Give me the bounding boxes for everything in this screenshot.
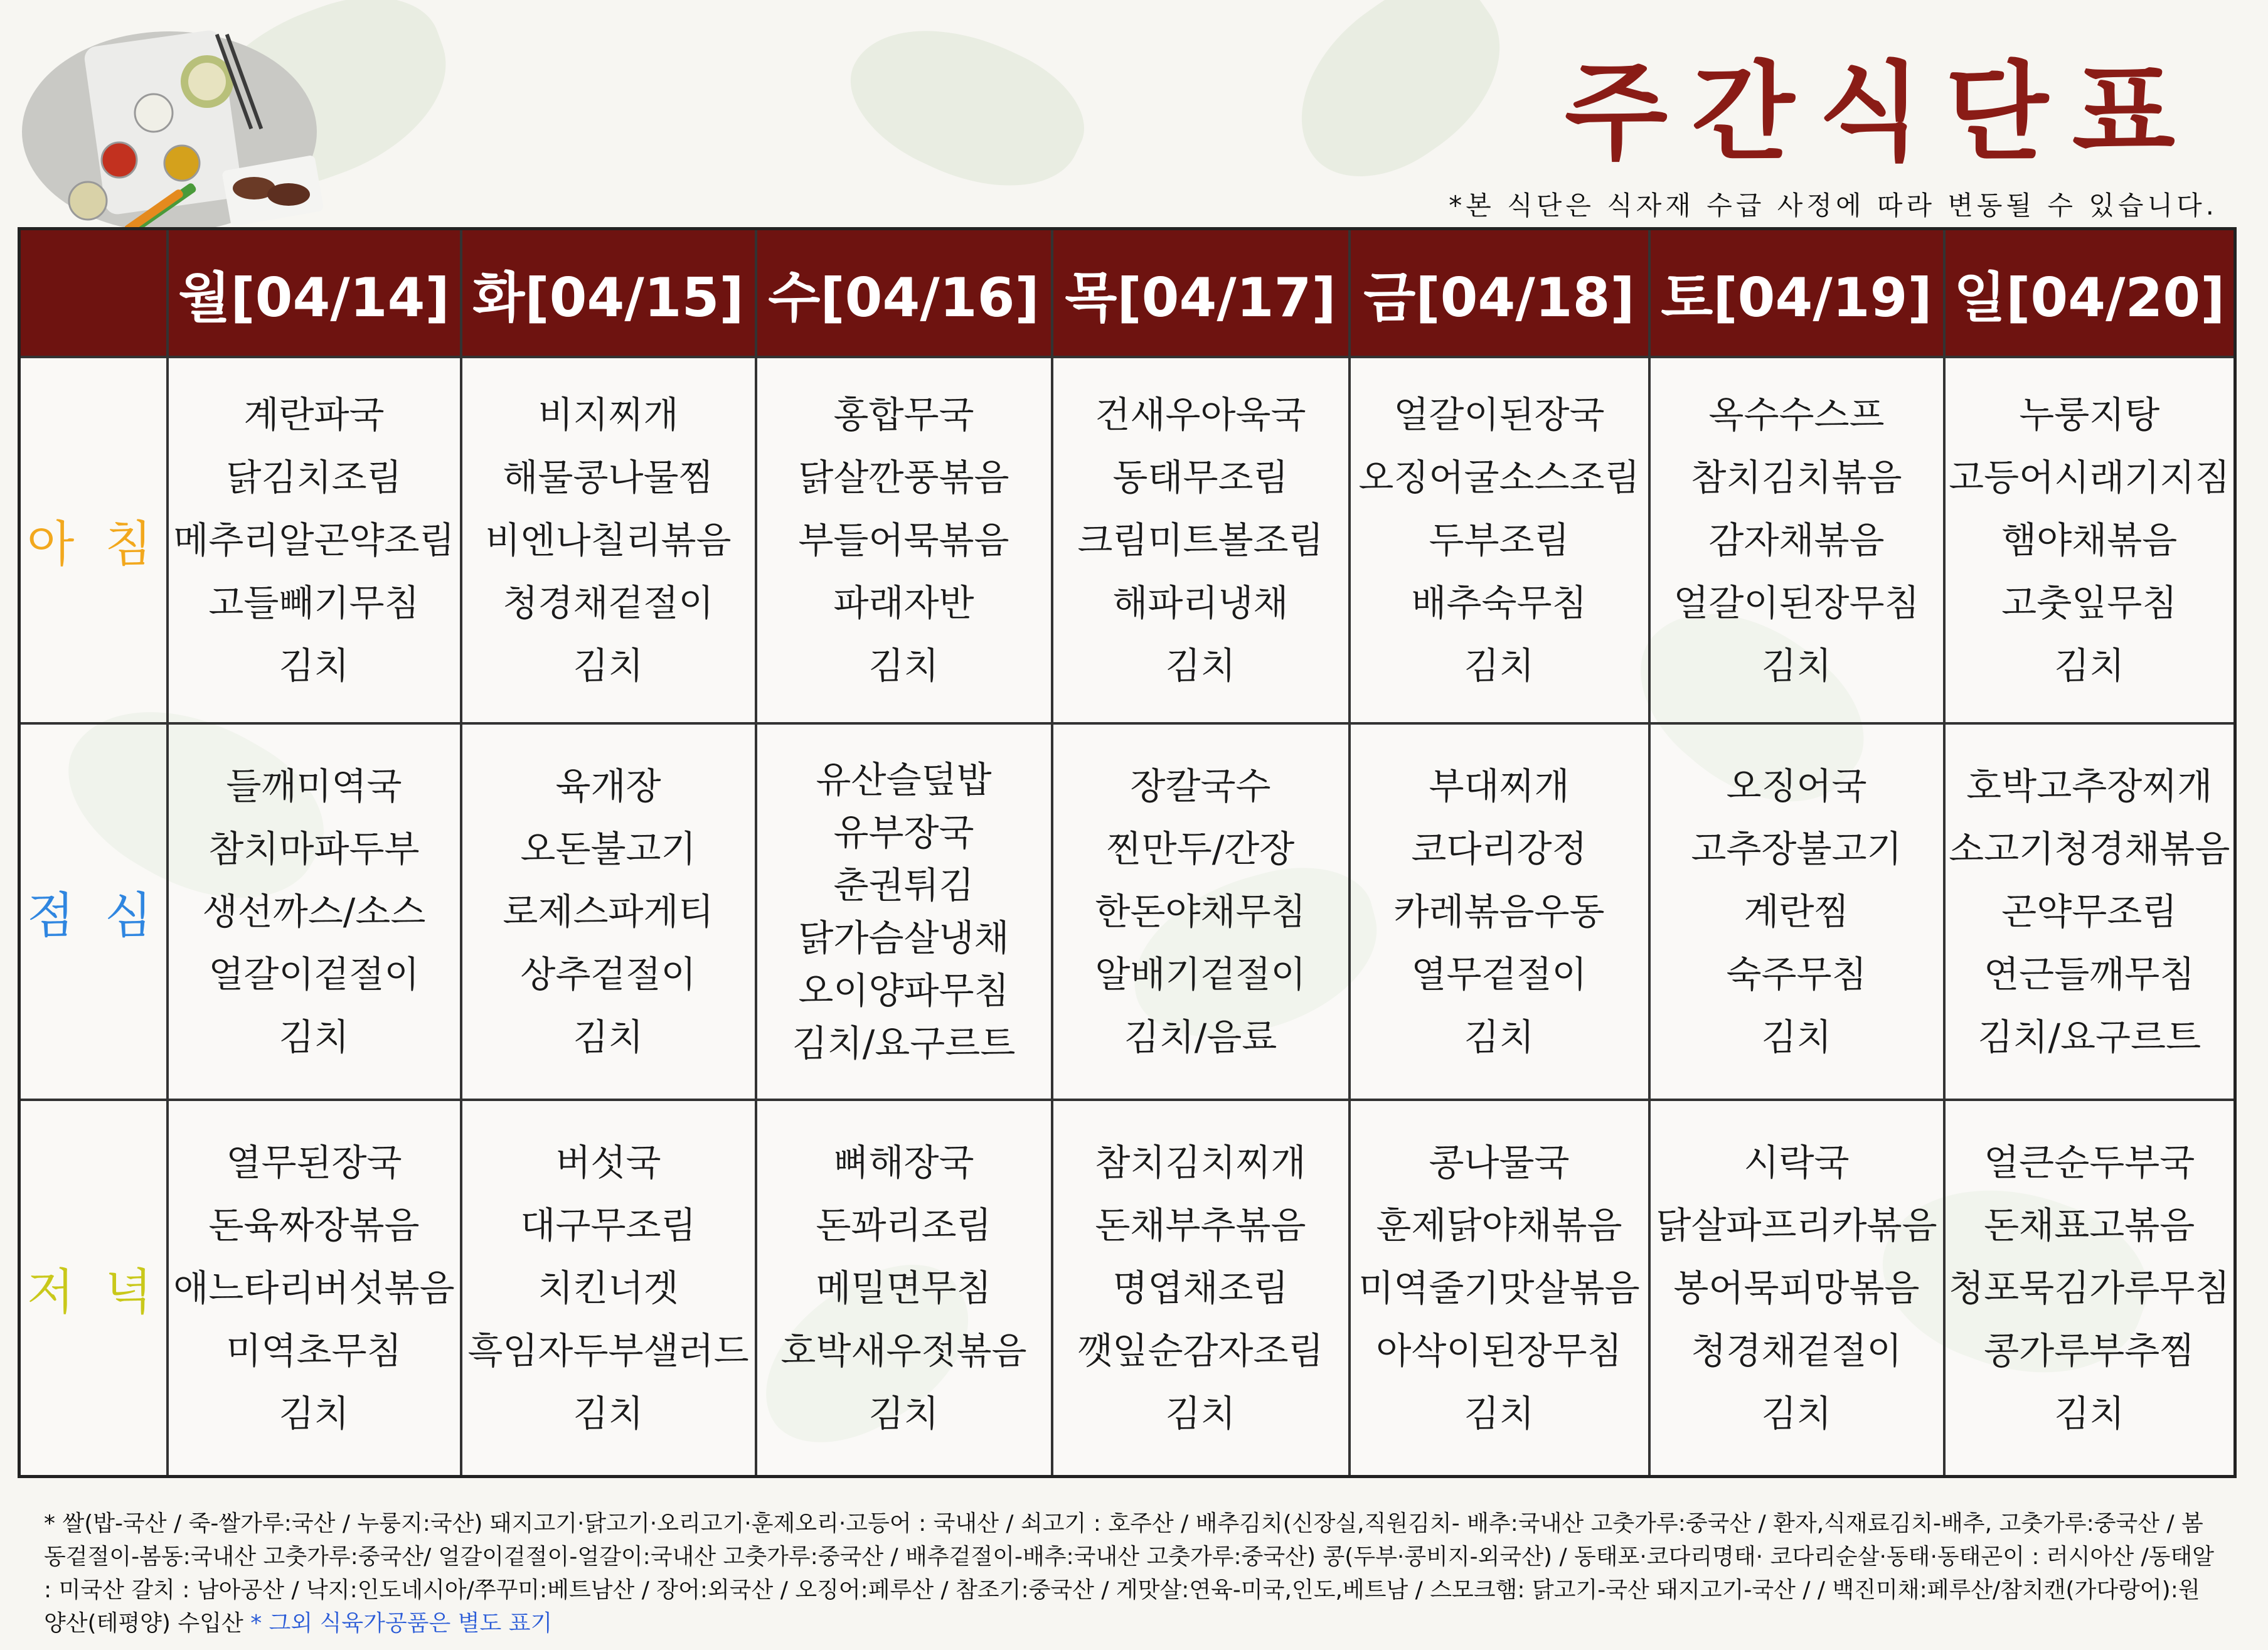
menu-cell: [1052, 1100, 1350, 1476]
menu-cell: [461, 1100, 756, 1476]
menu-cell: [168, 357, 461, 723]
dish-item: 춘권튀김: [833, 864, 974, 907]
dish-item: 파래자반: [833, 582, 974, 624]
change-notice: *본 식단은 식자재 수급 사정에 따라 변동될 수 있습니다.: [1449, 190, 2218, 221]
origin-footnote: [44, 1507, 2221, 1640]
dish-item: 비엔나칠리볶음: [485, 519, 732, 562]
dish-item: 닭김치조림: [226, 456, 402, 499]
dish-item: 두부조림: [1429, 519, 1570, 562]
dish-item: 열무된장국: [226, 1141, 402, 1184]
weekly-menu-table: [18, 227, 2237, 1478]
dish-item: 숙주무침: [1726, 953, 1867, 996]
dish-item: 봉어묵피망볶음: [1673, 1266, 1920, 1309]
dish-item: 김치/음료: [1124, 1016, 1277, 1058]
dish-item: 오이양파무침: [798, 969, 1009, 1012]
dish-item: 김치: [868, 644, 939, 687]
dish-item: 김치: [1761, 1392, 1832, 1435]
dish-item: 곤약무조림: [2001, 890, 2178, 933]
dish-item: 비지찌개: [538, 393, 679, 436]
processed-meat-note: * 그외 식육가공품은 별도 표기: [250, 1610, 553, 1636]
dish-item: 소고기청경채볶음: [1949, 828, 2230, 870]
dish-item: 생선까스/소스: [202, 890, 426, 933]
origin-text: * 쌀(밥-국산 / 죽-쌀가루:국산 / 누룽지:국산) 돼지고기·닭고기·오리고기·훈제오리·고등어 : 국내산 / 쇠고기 : 호주산 / 배추김치(신장실,직원김치- 배추:국내산 고춧가루:중국산 / 환자,식재료김치-배추, 고춧가루:중국산 / 봄동겉절이-봄동:국내산 고춧가루:중국산/ 얼갈이겉절이-얼갈이:국내산 고춧가루:중국산 / 배추겉절이-배추:국내산 고춧가루:중국산) 콩(두부·콩비지-외국산) / 동태포·코다리명태· 코다리순살·동태·동태곤이 : 러시아산 /동태알 : 미국산 갈치 : 남아공산 / 낙지:인도네시아/쭈꾸미:베트남산 / 장어:외국산 / 오징어:페루산 / 참조기:중국산 / 게맛살:연육-미국,인도,베트남 / 스모크햄: 닭고기-국산 돼지고기-국산 / / 백진미채:페루산/참치캔(가다랑어):원양산(테평양) 수입산: [44, 1511, 2215, 1636]
dish-item: 해물콩나물찜: [503, 456, 714, 499]
dish-item: 햄야채볶음: [2001, 519, 2178, 562]
dish-item: 한돈야채무침: [1095, 890, 1306, 933]
dish-item: 메추리알곤약조림: [173, 519, 455, 562]
day-header-wed: 수[04/16]: [756, 229, 1052, 358]
dish-item: 육개장: [555, 765, 661, 807]
dish-item: 유부장국: [833, 811, 974, 854]
menu-cell: [1052, 357, 1350, 723]
dish-item: 고등어시래기지짐: [1949, 456, 2230, 499]
dish-item: 청경채겉절이: [503, 582, 714, 624]
menu-cell: [1350, 723, 1649, 1100]
menu-cell: [1944, 1100, 2235, 1476]
dish-item: 김치/요구르트: [1978, 1016, 2201, 1058]
dish-item: 뼈해장국: [833, 1141, 974, 1184]
dish-item: 부대찌개: [1429, 765, 1570, 807]
dish-item: 김치: [573, 1016, 644, 1058]
dish-item: 호박새우젓볶음: [780, 1329, 1027, 1372]
dish-item: 김치: [2054, 644, 2125, 687]
lunch-row: [19, 723, 2235, 1100]
dish-item: 참치김치찌개: [1095, 1141, 1306, 1184]
page-title: 주간식단표: [1564, 51, 2199, 175]
dish-item: 얼갈이된장국: [1393, 393, 1605, 436]
dish-item: 옥수수스프: [1708, 393, 1885, 436]
menu-cell: [756, 357, 1052, 723]
dish-item: 시락국: [1744, 1141, 1850, 1184]
dish-item: 감자채볶음: [1708, 519, 1885, 562]
dish-item: 열무겉절이: [1411, 953, 1587, 996]
dish-item: 배추숙무침: [1411, 582, 1587, 624]
meal-label-lunch: 점 심: [19, 723, 168, 1100]
dish-item: 김치: [1464, 1016, 1535, 1058]
dish-item: 고춧잎무침: [2001, 582, 2178, 624]
dish-item: 얼갈이겉절이: [208, 953, 420, 996]
dish-item: 김치: [573, 1392, 644, 1435]
dish-item: 장칼국수: [1130, 765, 1271, 807]
dish-item: 찐만두/간장: [1106, 828, 1295, 870]
dish-item: 김치: [1464, 644, 1535, 687]
dish-item: 참치김치볶음: [1691, 456, 1902, 499]
dish-item: 카레볶음우동: [1393, 890, 1605, 933]
dish-item: 버섯국: [555, 1141, 661, 1184]
dish-item: 돈꽈리조림: [816, 1203, 992, 1247]
dish-item: 크림미트볼조림: [1077, 519, 1324, 562]
dish-item: 닭가슴살냉채: [798, 917, 1009, 959]
dish-item: 김치/요구르트: [792, 1022, 1016, 1065]
dish-item: 상추겉절이: [520, 953, 696, 996]
dish-item: 얼갈이된장무침: [1673, 582, 1920, 624]
day-header-mon: 월[04/14]: [168, 229, 461, 358]
menu-cell: [1944, 357, 2235, 723]
dish-item: 고추장불고기: [1691, 828, 1902, 870]
dish-item: 김치: [279, 1392, 349, 1435]
dish-item: 콩나물국: [1429, 1141, 1570, 1184]
day-header-row: [19, 229, 2235, 358]
menu-cell: [168, 1100, 461, 1476]
menu-cell: [1052, 723, 1350, 1100]
dish-item: 김치: [1464, 1392, 1535, 1435]
dish-item: 호박고추장찌개: [1966, 765, 2213, 807]
dish-item: 계란파국: [243, 393, 385, 436]
dish-item: 김치: [868, 1392, 939, 1435]
dish-item: 연근들깨무침: [1984, 953, 2195, 996]
dish-item: 흑임자두부샐러드: [467, 1329, 749, 1372]
dish-item: 대구무조림: [520, 1203, 696, 1247]
dinner-row: [19, 1100, 2235, 1476]
dish-item: 해파리냉채: [1112, 582, 1289, 624]
menu-cell: [1944, 723, 2235, 1100]
day-header-sat: 토[04/19]: [1649, 229, 1944, 358]
dish-item: 김치: [279, 644, 349, 687]
dish-item: 오징어국: [1726, 765, 1867, 807]
meal-label-breakfast: 아 침: [19, 357, 168, 723]
corner-cell: [19, 229, 168, 358]
dish-item: 로제스파게티: [503, 890, 714, 933]
dish-item: 김치: [573, 644, 644, 687]
menu-cell: [461, 357, 756, 723]
dish-item: 훈제닭야채볶음: [1376, 1203, 1622, 1247]
dish-item: 홍합무국: [833, 393, 974, 436]
dish-item: 계란찜: [1744, 890, 1850, 933]
menu-cell: [1649, 357, 1944, 723]
dish-item: 애느타리버섯볶음: [173, 1266, 455, 1309]
food-plate-photo: [19, 19, 333, 235]
dish-item: 메밀면무침: [816, 1266, 992, 1309]
menu-cell: [168, 723, 461, 1100]
menu-cell: [461, 723, 756, 1100]
meal-label-dinner: 저 녁: [19, 1100, 168, 1476]
dish-item: 부들어묵볶음: [798, 519, 1009, 562]
menu-cell: [1350, 357, 1649, 723]
dish-item: 치킨너겟: [538, 1266, 679, 1309]
dish-item: 돈채부추볶음: [1095, 1203, 1306, 1247]
dish-item: 코다리강정: [1411, 828, 1587, 870]
dish-item: 청포묵김가루무침: [1949, 1266, 2230, 1309]
dish-item: 아삭이된장무침: [1376, 1329, 1622, 1372]
dish-item: 오징어굴소스조림: [1358, 456, 1640, 499]
dish-item: 김치: [2054, 1392, 2125, 1435]
dish-item: 닭살파프리카볶음: [1656, 1203, 1937, 1247]
dish-item: 김치: [279, 1016, 349, 1058]
dish-item: 알배기겉절이: [1095, 953, 1306, 996]
dish-item: 콩가루부추찜: [1984, 1329, 2195, 1372]
dish-item: 미역줄기맛살볶음: [1358, 1266, 1640, 1309]
day-header-thu: 목[04/17]: [1052, 229, 1350, 358]
dish-item: 누룽지탕: [2019, 393, 2160, 436]
dish-item: 참치마파두부: [208, 828, 420, 870]
dish-item: 명엽채조림: [1112, 1266, 1289, 1309]
dish-item: 김치: [1761, 644, 1832, 687]
dish-item: 들깨미역국: [226, 765, 402, 807]
dish-item: 닭살깐풍볶음: [798, 456, 1009, 499]
dish-item: 건새우아욱국: [1095, 393, 1306, 436]
dish-item: 김치: [1165, 1392, 1236, 1435]
dish-item: 동태무조림: [1112, 456, 1289, 499]
menu-cell: [756, 1100, 1052, 1476]
dish-item: 미역초무침: [226, 1329, 402, 1372]
dish-item: 돈채표고볶음: [1984, 1203, 2195, 1247]
menu-cell: [1649, 1100, 1944, 1476]
dish-item: 깻잎순감자조림: [1077, 1329, 1324, 1372]
menu-cell: [1649, 723, 1944, 1100]
menu-cell: [756, 723, 1052, 1100]
dish-item: 얼큰순두부국: [1984, 1141, 2195, 1184]
day-header-tue: 화[04/15]: [461, 229, 756, 358]
dish-item: 유산슬덮밥: [816, 758, 992, 801]
menu-cell: [1350, 1100, 1649, 1476]
day-header-fri: 금[04/18]: [1350, 229, 1649, 358]
dish-item: 오돈불고기: [520, 828, 696, 870]
dish-item: 고들빼기무침: [208, 582, 420, 624]
dish-item: 김치: [1165, 644, 1236, 687]
dish-item: 청경채겉절이: [1691, 1329, 1902, 1372]
dish-item: 김치: [1761, 1016, 1832, 1058]
breakfast-row: [19, 357, 2235, 723]
dish-item: 돈육짜장볶음: [208, 1203, 420, 1247]
day-header-sun: 일[04/20]: [1944, 229, 2235, 358]
